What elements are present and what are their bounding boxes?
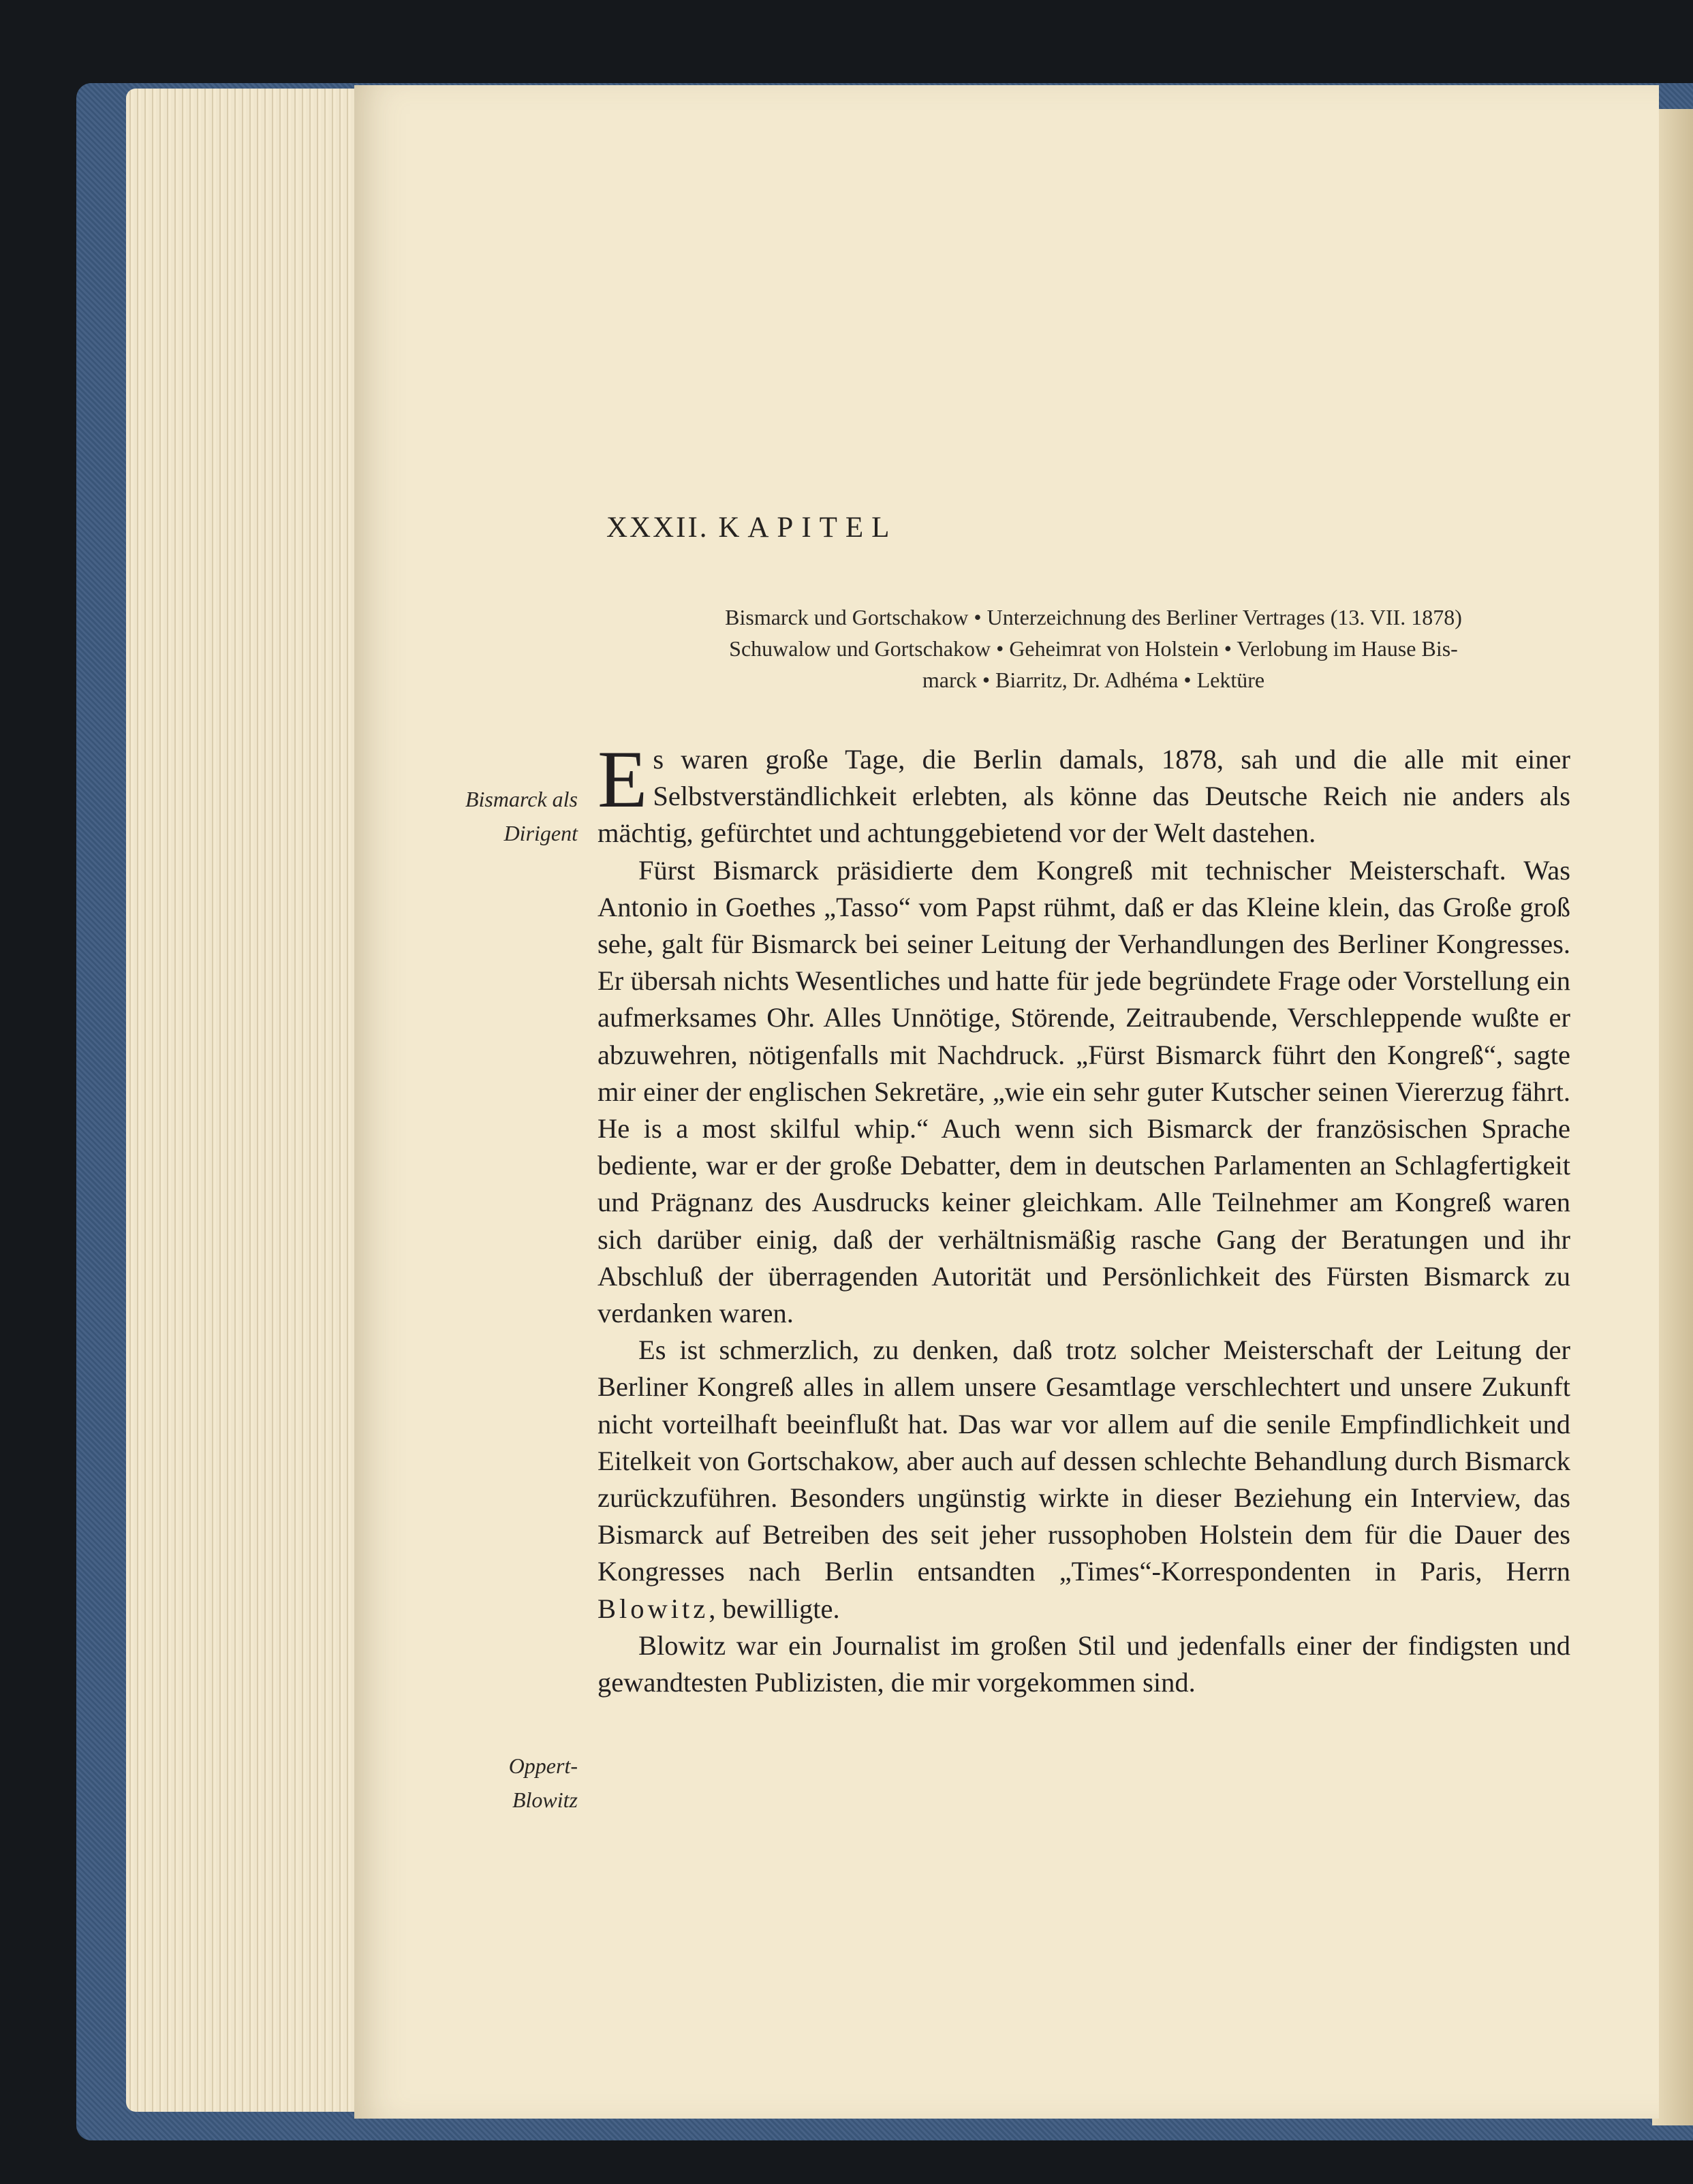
- drop-cap: E: [597, 734, 648, 824]
- margin-note-line: Oppert-: [508, 1753, 578, 1778]
- margin-note-blowitz: [421, 1749, 578, 1817]
- margin-note-line: Bismarck als: [465, 787, 578, 811]
- chapter-summary: [617, 602, 1570, 696]
- paragraph-text: Es ist schmerzlich, zu denken, daß trotz solcher Meisterschaft der Leitung der Berliner Kongreß alles in allem unsere Gesamtlage verschlechtert und unsere Zukunft nicht vorteilhaft beeinflußt hat. Das war vor allem auf die senile Empfindlichkeit und Eitelkeit von Gortschakow, aber auch auf dessen schlechte Behandlung durch Bismarck zurückzuführen. Besonders ungünstig wirkte in dieser Beziehung ein Interview, das Bismarck auf Betreiben des seit jeher russophoben Holstein dem für die Dauer des Kongresses nach Berlin entsandten „Times“-Korrespondenten in Paris, Herrn: [597, 1335, 1570, 1587]
- margin-note-line: Blowitz: [512, 1788, 578, 1812]
- summary-line: Schuwalow und Gortschakow • Geheimrat von Holstein • Verlobung im Hause Bis-: [729, 636, 1458, 661]
- margin-note-bismarck: [421, 782, 578, 850]
- body-text: [597, 734, 1570, 1701]
- summary-line: Bismarck und Gortschakow • Unterzeichnung des Berliner Vertrages (13. VII. 1878): [725, 605, 1462, 629]
- chapter-number: XXXII.: [606, 512, 709, 544]
- paragraph: Fürst Bismarck präsidierte dem Kongreß mit technischer Meisterschaft. Was Antonio in Goethes „Tasso“ vom Papst rühmt, daß er das Kleine klein, das Große groß sehe, galt für Bismarck bei seiner Leitung der Verhandlungen des Berliner Kongresses. Er übersah nichts Wesentliches und hatte für jede begründete Frage oder Vorstellung ein aufmerksames Ohr. Alles Unnötige, Störende, Zeitraubende, Verschleppende wußte er abzuwehren, nötigenfalls mit Nachdruck. „Fürst Bismarck führt den Kongreß“, sagte mir einer der englischen Sekretäre, „wie ein sehr guter Kutscher seinen Viererzug fährt. He is a most skilful whip.“ Auch wenn sich Bismarck der französischen Sprache bediente, war er der große Debatter, dem in deutschen Parlamenten an Schlagfertigkeit und Prägnanz des Ausdrucks keiner gleichkam. Alle Teilnehmer am Kongreß waren sich darüber einig, daß der verhältnismäßig rasche Gang der Beratungen und ihr Abschluß der überragenden Autorität und Persönlichkeit des Fürsten Bismarck zu verdanken waren.: [597, 854, 1570, 1329]
- paragraph-text: s waren große Tage, die Berlin damals, 1878, sah und die alle mit einer Selbstverständlichkeit erlebten, als könne das Deutsche Reich nie anders als mächtig, gefürchtet und achtunggebietend vor der Welt dastehen.: [597, 744, 1570, 849]
- paragraph-text: , bewilligte.: [709, 1593, 840, 1624]
- paragraph: [597, 1332, 1570, 1627]
- chapter-title: [606, 511, 1356, 544]
- paragraph: Blowitz war ein Journalist im großen Stil und jedenfalls einer der findigsten und gewandtesten Publizisten, die mir vorgekommen sind.: [597, 1629, 1570, 1698]
- paragraph: [597, 734, 1570, 852]
- page-edges: [126, 89, 385, 2112]
- chapter-word: KAPITEL: [718, 512, 898, 544]
- margin-note-line: Dirigent: [503, 821, 578, 845]
- name-blowitz: Blowitz: [597, 1593, 709, 1624]
- summary-line: marck • Biarritz, Dr. Adhéma • Lektüre: [922, 668, 1265, 692]
